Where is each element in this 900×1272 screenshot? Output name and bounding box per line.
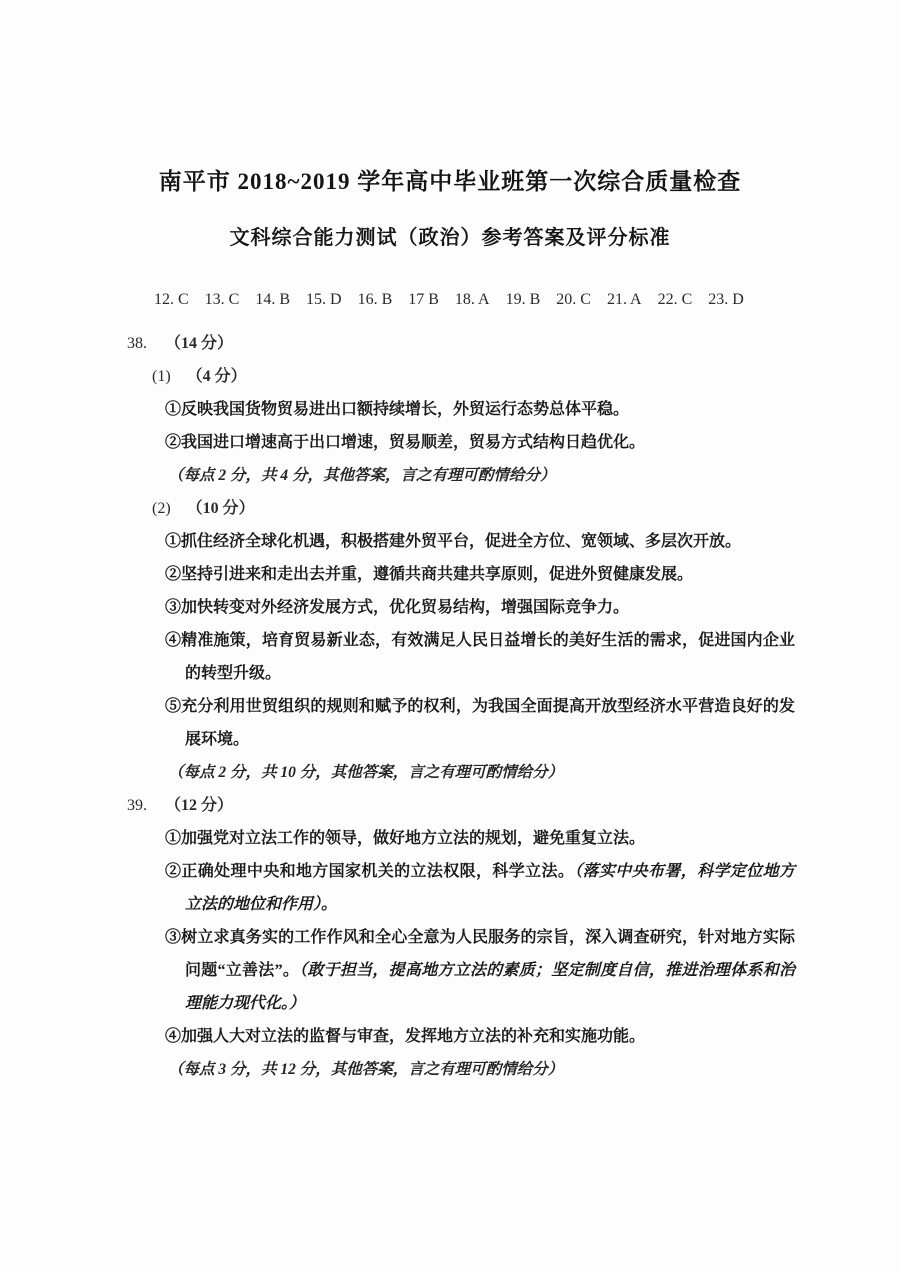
document-subtitle: 文科综合能力测试（政治）参考答案及评分标准 bbox=[229, 227, 671, 249]
answer-item-38-2-1: ①抓住经济全球化机遇，积极搭建外贸平台，促进全方位、宽领域、多层次开放。 bbox=[165, 533, 742, 550]
answer-item-38-2-2: ②坚持引进来和走出去并重，遵循共商共建共享原则，促进外贸健康发展。 bbox=[165, 566, 694, 583]
mc-answer-20: 20. C bbox=[556, 291, 591, 308]
answer-item-39-3-main: ③树立求真务实的工作作风和全心全意为人民服务的宗旨，深入调查研究，针对地方实际问题“立善法”。 bbox=[165, 929, 795, 979]
question-38-part-2-header bbox=[152, 492, 779, 525]
question-39-header bbox=[127, 789, 779, 822]
part-1-score: （4 分） bbox=[186, 368, 247, 385]
scoring-note-38-2: （每点 2 分，共 10 分，其他答案，言之有理可酌情给分） bbox=[168, 764, 564, 781]
part-2-label: (2) bbox=[152, 500, 171, 517]
mc-answer-13: 13. C bbox=[204, 291, 240, 308]
answer-item-38-1-1: ①反映我国货物贸易进出口额持续增长，外贸运行态势总体平稳。 bbox=[165, 401, 630, 418]
answer-item-39-2-main: ②正确处理中央和地方国家机关的立法权限，科学立法。 bbox=[165, 863, 575, 880]
question-39-score: （12 分） bbox=[165, 797, 234, 814]
question-38-number: 38. bbox=[127, 335, 147, 352]
answer-item-38-2-4: ④精准施策，培育贸易新业态，有效满足人民日益增长的美好生活的需求，促进国内企业的转型升级。 bbox=[165, 632, 795, 682]
answer-item-39-1-main: ①加强党对立法工作的领导，做好地方立法的规划，避免重复立法。 bbox=[165, 830, 646, 847]
answer-item-39-2 bbox=[165, 855, 795, 921]
mc-answer-23: 23. D bbox=[708, 291, 744, 308]
mc-answer-22: 22. C bbox=[657, 291, 693, 308]
mc-answer-18: 18. A bbox=[454, 291, 490, 308]
mc-answer-21: 21. A bbox=[606, 291, 642, 308]
scoring-note-39: （每点 3 分，共 12 分，其他答案，言之有理可酌情给分） bbox=[168, 1061, 564, 1078]
mc-answer-14: 14. B bbox=[255, 291, 291, 308]
question-38-score: （14 分） bbox=[165, 335, 234, 352]
answer-item-39-2-aside: （落实中央布署，科学定位地方立法的地位和作用）。 bbox=[185, 863, 795, 913]
answer-item-38-2-5: ⑤充分利用世贸组织的规则和赋予的权利，为我国全面提高开放型经济水平营造良好的发展环境。 bbox=[165, 698, 795, 748]
scoring-note-38-1: （每点 2 分，共 4 分，其他答案，言之有理可酌情给分） bbox=[168, 467, 556, 484]
document-title: 南平市 2018~2019 学年高中毕业班第一次综合质量检查 bbox=[158, 169, 742, 194]
mc-answer-19: 19. B bbox=[505, 291, 541, 308]
answer-item-39-3 bbox=[165, 921, 795, 1020]
answer-item-39-4-main: ④加强人大对立法的监督与审查，发挥地方立法的补充和实施功能。 bbox=[165, 1028, 646, 1045]
multiple-choice-answers-row bbox=[154, 283, 744, 316]
answer-item-38-2-3: ③加快转变对外经济发展方式，优化贸易结构，增强国际竞争力。 bbox=[165, 599, 630, 616]
part-2-score: （10 分） bbox=[186, 500, 255, 517]
question-39-number: 39. bbox=[127, 797, 147, 814]
mc-answer-12: 12. C bbox=[154, 291, 189, 308]
question-38-header bbox=[127, 327, 779, 360]
mc-answer-16: 16. B bbox=[357, 291, 393, 308]
document-body bbox=[127, 283, 795, 1086]
part-1-label: (1) bbox=[152, 368, 171, 385]
answer-item-39-4 bbox=[165, 1020, 795, 1053]
question-38-part-1-header bbox=[152, 360, 779, 393]
answer-item-39-3-aside: （敢于担当，提高地方立法的素质；坚定制度自信，推进治理体系和治理能力现代化。） bbox=[185, 962, 795, 1012]
mc-answer-15: 15. D bbox=[306, 291, 342, 308]
mc-answer-17: 17 B bbox=[408, 291, 439, 308]
answer-item-38-1-2: ②我国进口增速高于出口增速，贸易顺差，贸易方式结构日趋优化。 bbox=[165, 434, 646, 451]
answer-item-39-1 bbox=[165, 822, 795, 855]
